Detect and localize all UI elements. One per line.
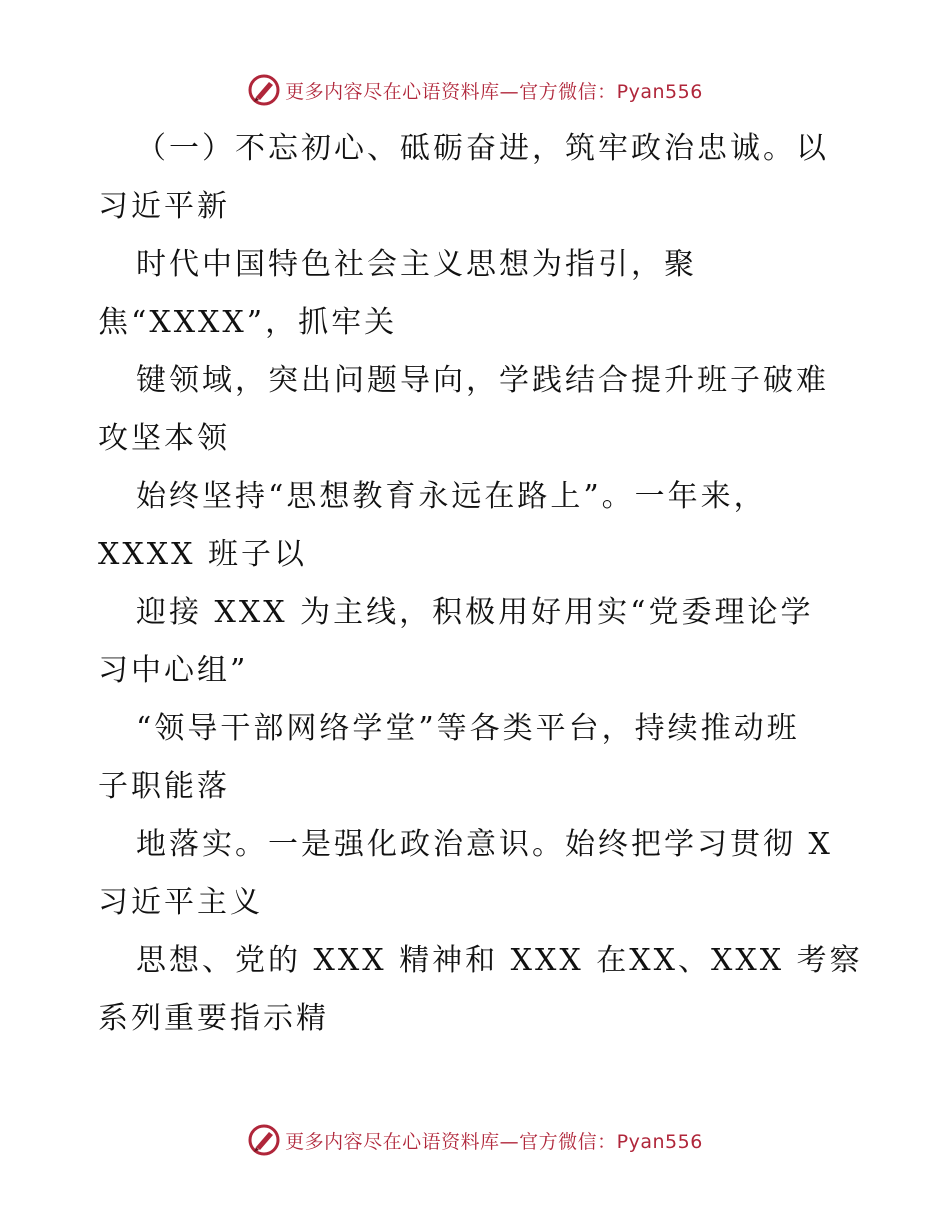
header-watermark bbox=[0, 70, 950, 110]
text-line: 攻坚本领 bbox=[98, 421, 230, 456]
text-line: 时代中国特色社会主义思想为指引，聚 bbox=[136, 247, 697, 282]
watermark-text: 更多内容尽在心语资料库—官方微信：Pyan556 bbox=[285, 1130, 703, 1153]
text-line: 思想、党的 XXX 精神和 XXX 在XX、XXX 考察 bbox=[136, 943, 863, 978]
text-line: 习中心组” bbox=[98, 653, 249, 688]
body-paragraph bbox=[98, 120, 878, 1048]
text-line: 习近平主义 bbox=[98, 885, 263, 920]
text-line: “领导干部网络学堂”等各类平台，持续推动班 bbox=[136, 711, 800, 746]
text-line: 子职能落 bbox=[98, 769, 230, 804]
pen-seal-logo-icon bbox=[247, 73, 281, 107]
watermark-text: 更多内容尽在心语资料库—官方微信：Pyan556 bbox=[285, 80, 703, 103]
footer-watermark bbox=[0, 1120, 950, 1160]
document-body bbox=[98, 120, 878, 1048]
text-line: XXXX 班子以 bbox=[98, 537, 307, 572]
pen-seal-logo-icon bbox=[247, 1123, 281, 1157]
text-line: 迎接 XXX 为主线，积极用好用实“党委理论学 bbox=[136, 595, 814, 630]
text-line: （一）不忘初心、砥砺奋进，筑牢政治忠诚。以 bbox=[136, 131, 829, 166]
text-line: 焦“XXXX”，抓牢关 bbox=[98, 305, 398, 340]
text-line: 始终坚持“思想教育永远在路上”。一年来， bbox=[136, 479, 767, 514]
text-line: 习近平新 bbox=[98, 189, 230, 224]
text-line: 地落实。一是强化政治意识。始终把学习贯彻 X bbox=[136, 827, 833, 862]
text-line: 系列重要指示精 bbox=[98, 1001, 329, 1036]
text-line: 键领域，突出问题导向，学践结合提升班子破难 bbox=[136, 363, 829, 398]
